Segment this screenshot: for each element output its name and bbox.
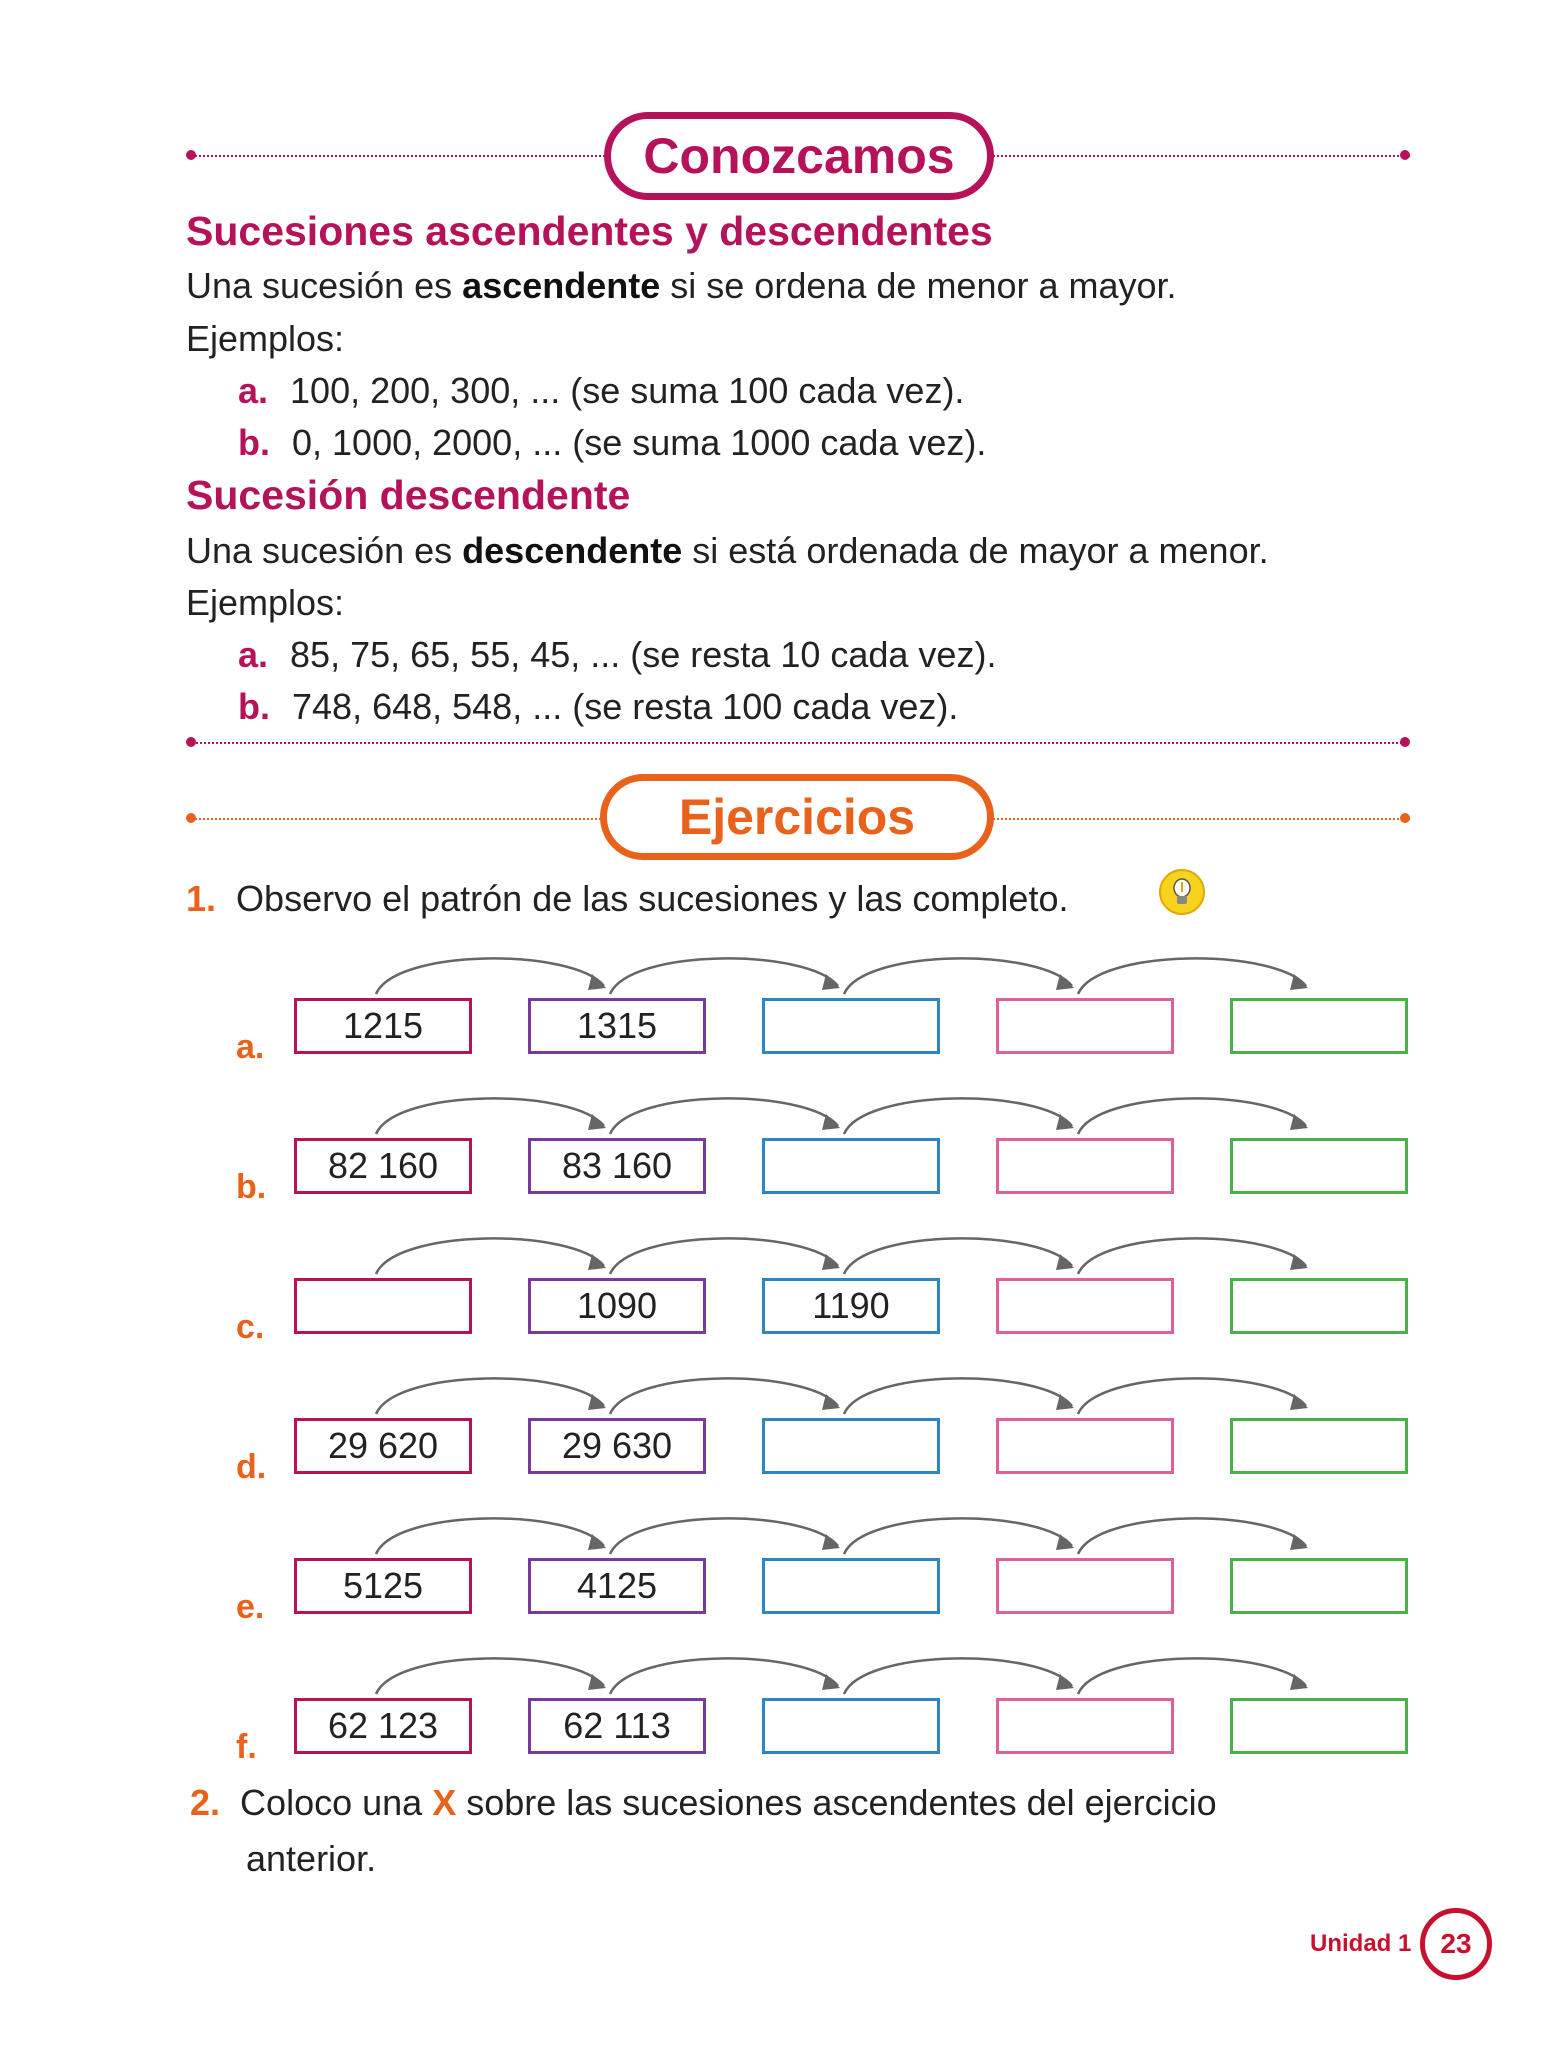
sequence-arrow [376, 1658, 604, 1694]
section2-heading: Sucesión descendente [186, 472, 631, 518]
sequence-box: 82 160 [294, 1138, 472, 1194]
sequence-answer-box[interactable] [996, 998, 1174, 1054]
row-label: b. [236, 1168, 267, 1206]
sequence-arrow [844, 1098, 1072, 1134]
sequence-answer-box[interactable] [996, 1418, 1174, 1474]
row-label: a. [236, 1028, 265, 1066]
section2-examples-label: Ejemplos: [186, 582, 345, 623]
sequence-arrow [844, 1518, 1072, 1554]
sequence-box: 1215 [294, 998, 472, 1054]
sequence-answer-box[interactable] [762, 1138, 940, 1194]
sequence-box: 5125 [294, 1558, 472, 1614]
sequence-box: 1190 [762, 1278, 940, 1334]
sequence-arrow [844, 1658, 1072, 1694]
sequence-arrow [1078, 1378, 1306, 1414]
sequence-answer-box[interactable] [762, 998, 940, 1054]
sequence-arrow [1078, 1098, 1306, 1134]
sequence-arrow [1078, 958, 1306, 994]
sequence-answer-box[interactable] [996, 1138, 1174, 1194]
section1-examples-label: Ejemplos: [186, 318, 345, 359]
section1-definition: Una sucesión es ascendente si se ordena de menor a mayor. [186, 265, 1177, 306]
sequence-box: 62 113 [528, 1698, 706, 1754]
sequence-answer-box[interactable] [762, 1558, 940, 1614]
ejercicios-title: Ejercicios [600, 774, 994, 860]
sequence-answer-box[interactable] [1230, 1698, 1408, 1754]
section2-example-a: a. 85, 75, 65, 55, 45, ... (se resta 10 cada vez). [238, 634, 997, 675]
sequence-arrow [376, 1238, 604, 1274]
sequence-arrow [376, 1518, 604, 1554]
sequence-box: 29 630 [528, 1418, 706, 1474]
section2-example-b: b. 748, 648, 548, ... (se resta 100 cada vez). [238, 686, 959, 727]
question-1: 1. Observo el patrón de las sucesiones y las completo. [186, 878, 1069, 919]
x-mark: X [432, 1782, 457, 1823]
sequence-box: 1315 [528, 998, 706, 1054]
sequence-box: 83 160 [528, 1138, 706, 1194]
sequence-arrow [610, 1238, 838, 1274]
sequence-answer-box[interactable] [1230, 1278, 1408, 1334]
sequence-answer-box[interactable] [762, 1698, 940, 1754]
sequence-answer-box[interactable] [996, 1698, 1174, 1754]
sequence-answer-box[interactable] [996, 1558, 1174, 1614]
sequence-arrow [610, 958, 838, 994]
sequence-arrow [610, 1518, 838, 1554]
sequence-arrow [376, 958, 604, 994]
unit-label: Unidad 1 [1310, 1930, 1412, 1957]
sequence-answer-box[interactable] [1230, 998, 1408, 1054]
section1-example-b: b. 0, 1000, 2000, ... (se suma 1000 cada vez). [238, 422, 987, 463]
sequence-arrow [376, 1378, 604, 1414]
sequence-answer-box[interactable] [294, 1278, 472, 1334]
sequence-arrow [610, 1658, 838, 1694]
sequence-arrow [610, 1378, 838, 1414]
sequence-answer-box[interactable] [1230, 1138, 1408, 1194]
row-label: e. [236, 1588, 265, 1626]
row-label: f. [236, 1728, 257, 1766]
row-label: d. [236, 1448, 267, 1486]
sequence-answer-box[interactable] [996, 1278, 1174, 1334]
sequence-answer-box[interactable] [1230, 1418, 1408, 1474]
sequence-arrow [610, 1098, 838, 1134]
sequence-arrow [1078, 1238, 1306, 1274]
sequence-arrow [844, 958, 1072, 994]
row-label: c. [236, 1308, 265, 1346]
sequence-box: 4125 [528, 1558, 706, 1614]
sequence-box: 62 123 [294, 1698, 472, 1754]
sequence-arrow [844, 1238, 1072, 1274]
sequence-arrow [1078, 1658, 1306, 1694]
sequence-arrow [844, 1378, 1072, 1414]
sequence-box: 1090 [528, 1278, 706, 1334]
section1-example-a: a. 100, 200, 300, ... (se suma 100 cada vez). [238, 370, 965, 411]
sequence-answer-box[interactable] [1230, 1558, 1408, 1614]
sequence-arrow [1078, 1518, 1306, 1554]
section2-definition: Una sucesión es descendente si está ordenada de mayor a menor. [186, 530, 1269, 571]
page-number: 23 [1420, 1908, 1492, 1980]
question-2: 2. Coloco una X sobre las sucesiones ascendentes del ejercicio [190, 1782, 1217, 1823]
sequence-arrow [376, 1098, 604, 1134]
conozcamos-title: Conozcamos [604, 112, 994, 200]
sequence-answer-box[interactable] [762, 1418, 940, 1474]
sequence-box: 29 620 [294, 1418, 472, 1474]
section1-heading: Sucesiones ascendentes y descendentes [186, 208, 993, 254]
question-2-line2: anterior. [246, 1838, 377, 1879]
